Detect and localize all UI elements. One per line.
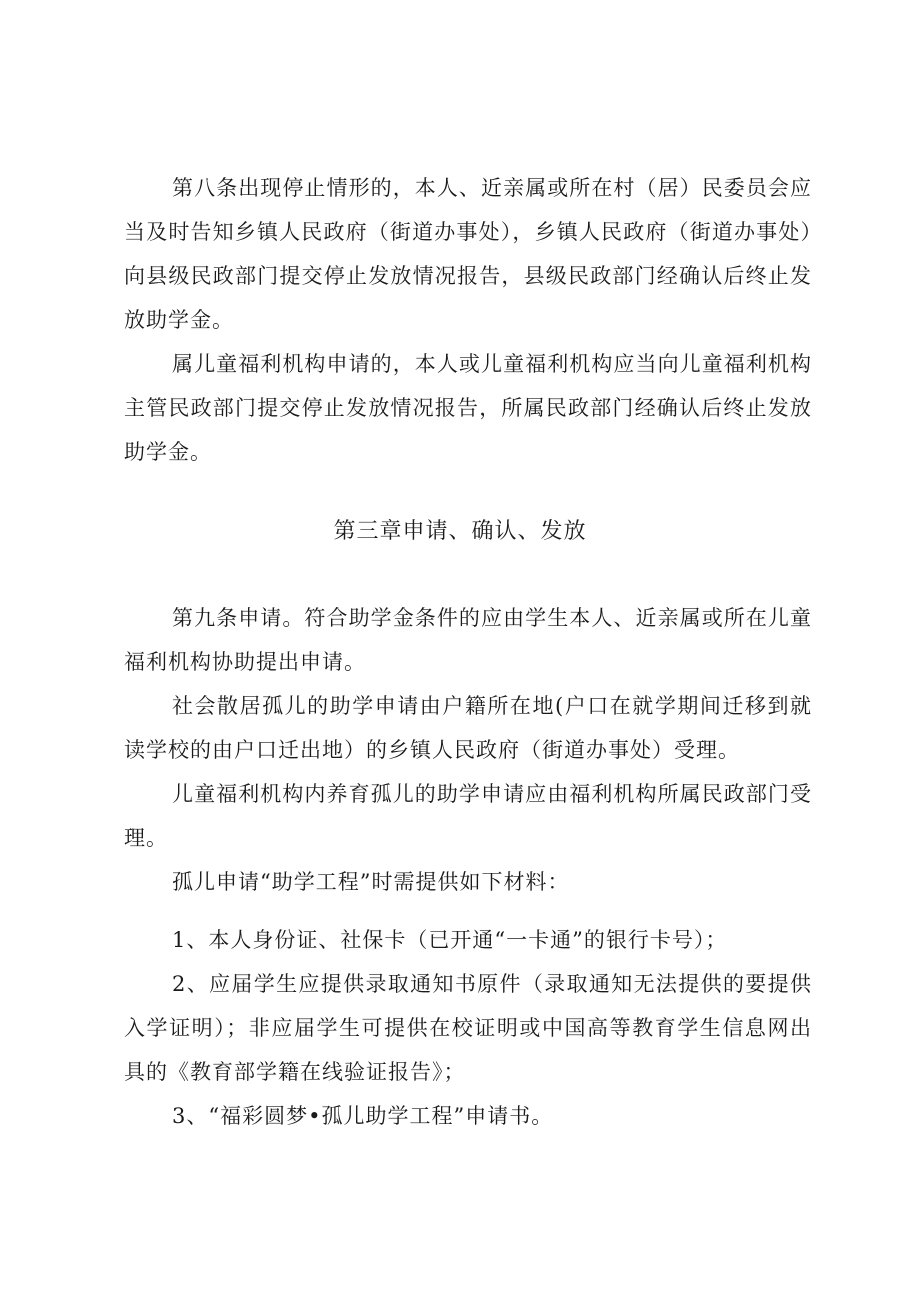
- list-item-application-form: 3、“福彩圆梦•孤儿助学工程”申请书。: [172, 1104, 554, 1128]
- list-item-id-card: 1、本人身份证、社保卡（已开通“一卡通”的银行卡号）；: [172, 928, 728, 952]
- article-8-paragraph: 第八条出现停止情形的，本人、近亲属或所在村（居）民委员会应当及时告知乡镇人民政府（街道办事处），乡镇人民政府（街道办事处）向县级民政部门提交停止发放情况报告，县级民政部门经确认后终止发放助学金。: [124, 176, 812, 332]
- institution-orphans-paragraph: 儿童福利机构内养育孤儿的助学申请应由福利机构所属民政部门受理。: [124, 782, 812, 850]
- chapter-title: 第三章申请、确认、发放: [333, 519, 587, 544]
- scattered-orphans-paragraph: 社会散居孤儿的助学申请由户籍所在地(户口在就学期间迁移到就读学校的由户口迁出地）的乡镇人民政府（街道办事处）受理。: [124, 694, 812, 762]
- list-item-admission-notice: 2、应届学生应提供录取通知书原件（录取通知无法提供的要提供入学证明）；非应届学生可提供在校证明或中国高等教育学生信息网出具的《教育部学籍在线验证报告》；: [124, 972, 812, 1084]
- welfare-institution-paragraph: 属儿童福利机构申请的，本人或儿童福利机构应当向儿童福利机构主管民政部门提交停止发放情况报告，所属民政部门经确认后终止发放助学金。: [124, 352, 812, 464]
- article-9-paragraph: 第九条申请。符合助学金条件的应由学生本人、近亲属或所在儿童福利机构协助提出申请。: [124, 606, 812, 674]
- materials-intro-paragraph: 孤儿申请“助学工程”时需提供如下材料：: [172, 870, 570, 894]
